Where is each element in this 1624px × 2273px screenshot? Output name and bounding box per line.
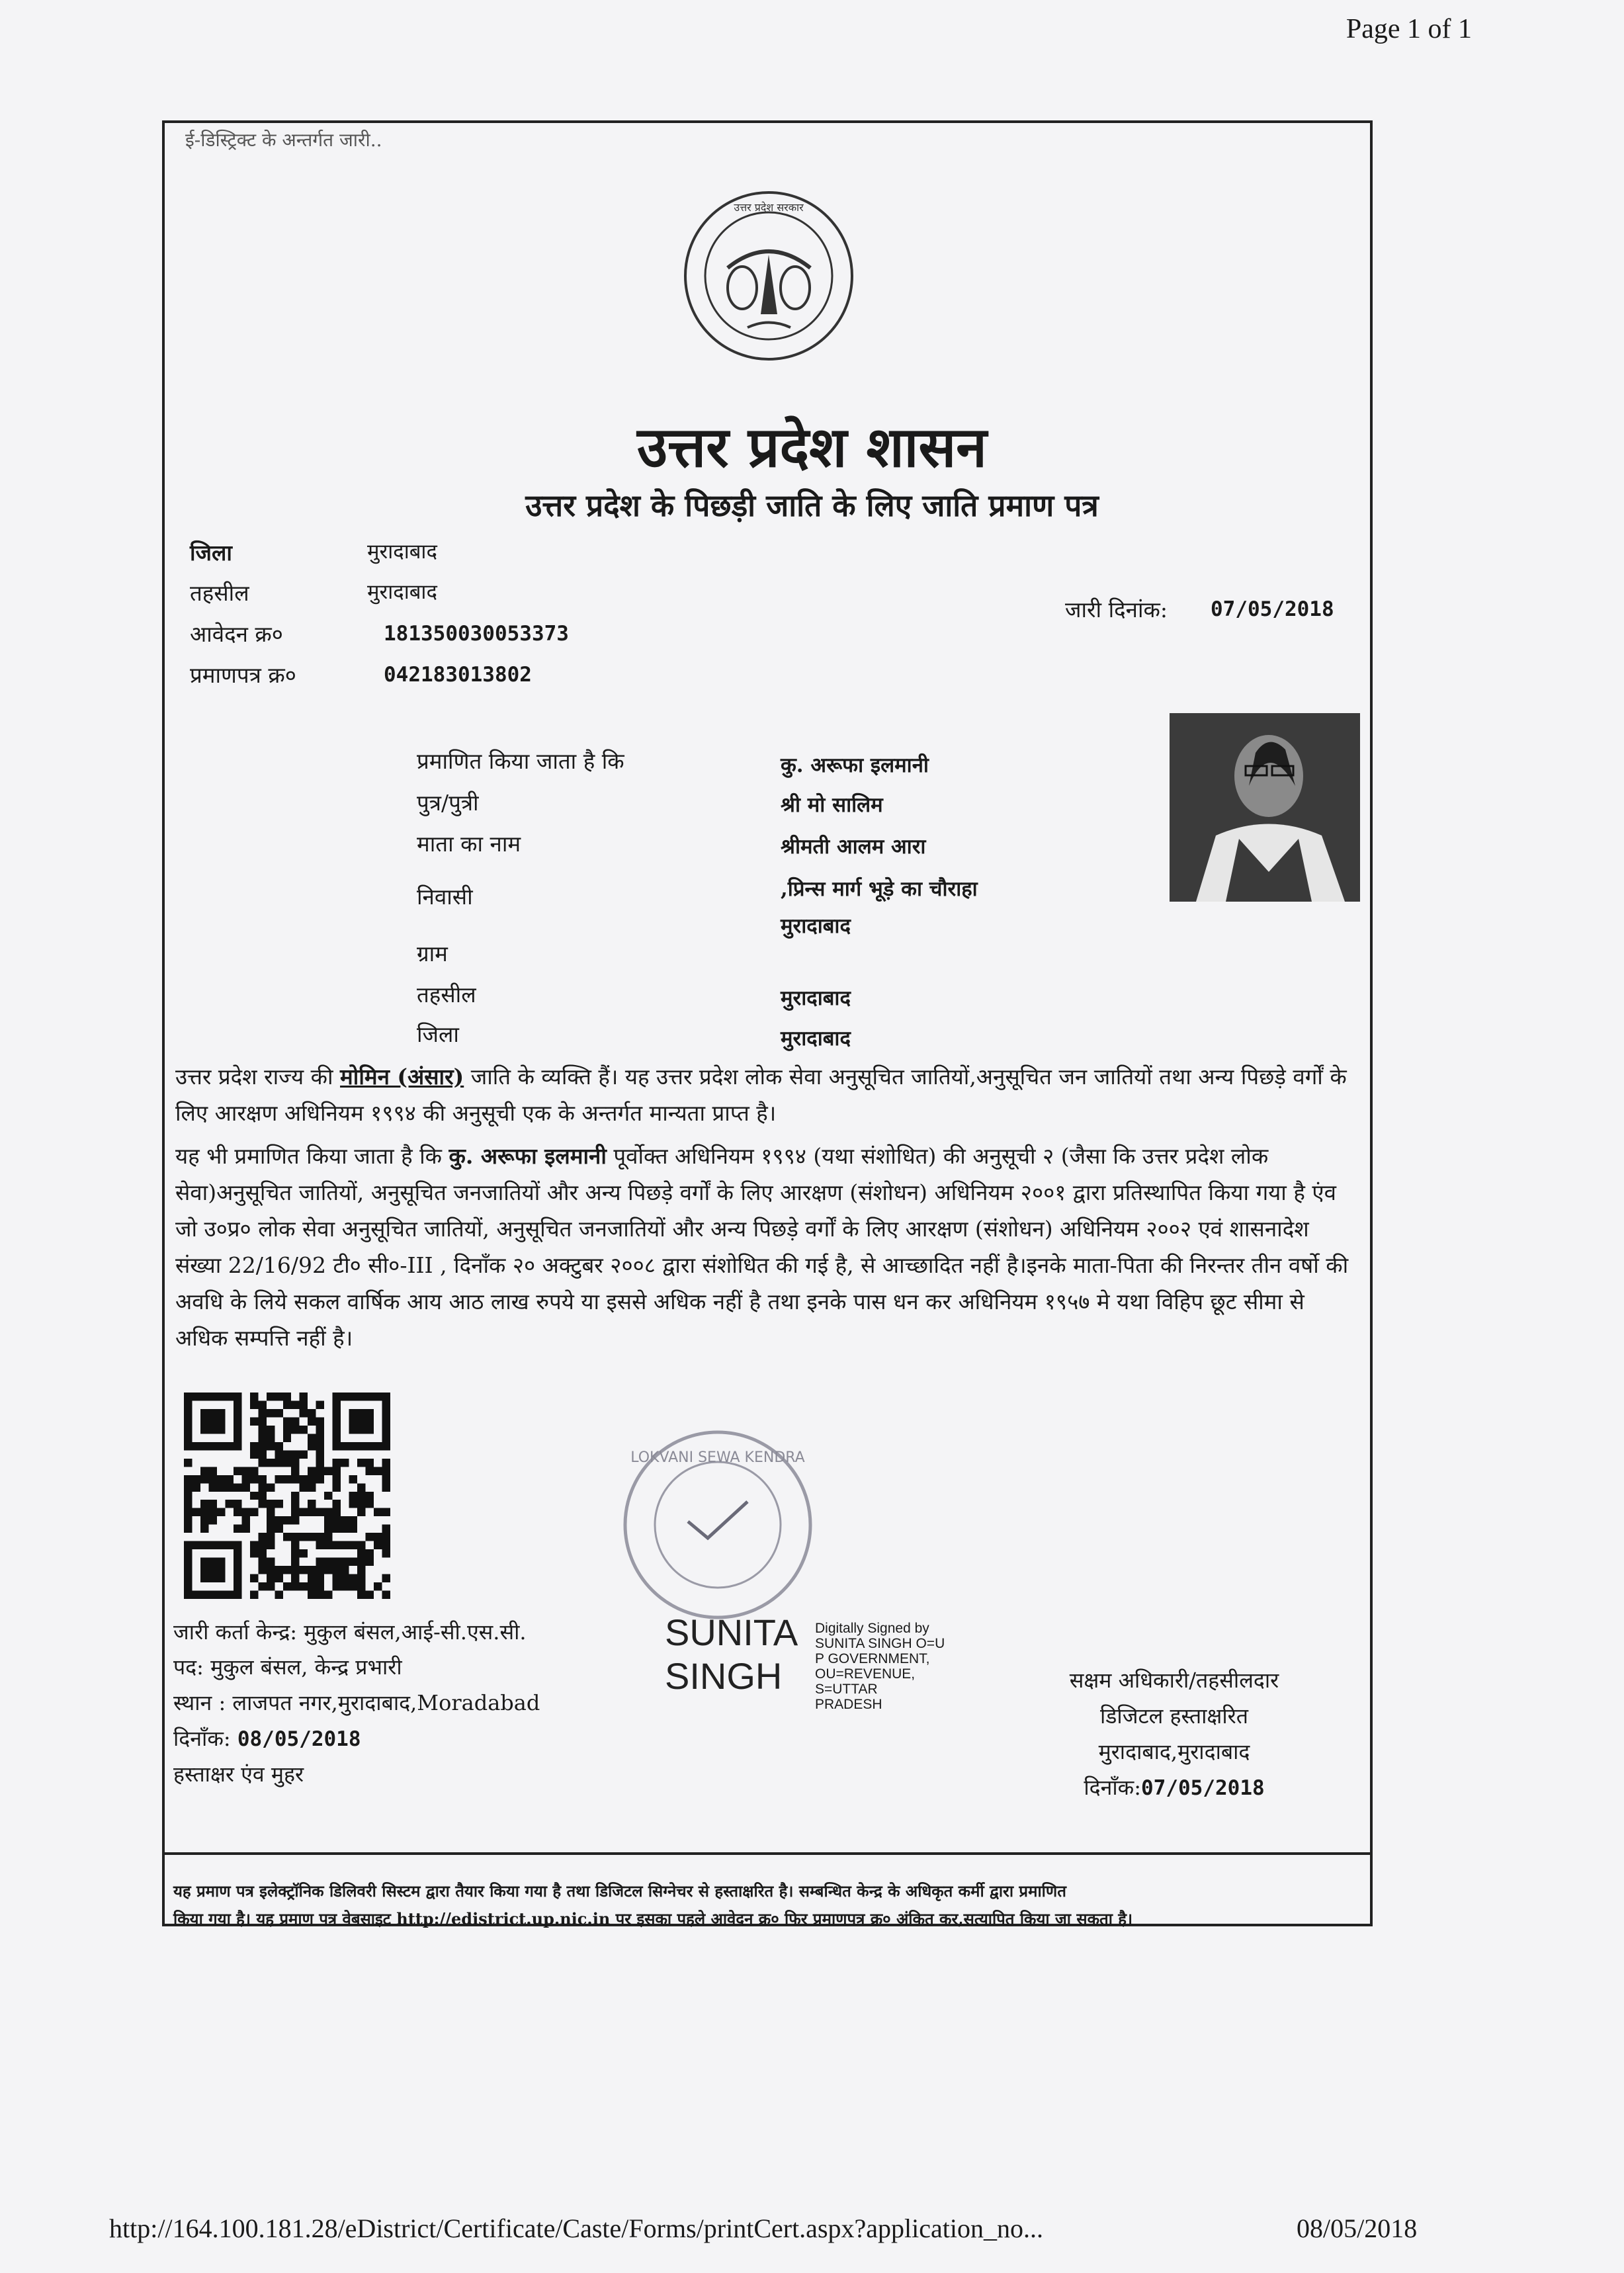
footer-divider	[162, 1852, 1373, 1855]
issuer-date-label: दिनाँक:	[173, 1726, 231, 1751]
caste-paragraph	[175, 1058, 1359, 1131]
page-number: Page 1 of 1	[1346, 14, 1472, 44]
certificate-title: उत्तर प्रदेश के पिछड़ी जाति के लिए जाति प्रमाण पत्र	[525, 488, 1099, 523]
lokvani-seal	[615, 1422, 820, 1627]
resident-address: ,प्रिन्स मार्ग भूड़े का चौराहा	[781, 877, 978, 901]
footer-note-line-1: यह प्रमाण पत्र इलेक्ट्रॉनिक डिलिवरी सिस्टम द्वारा तैयार किया गया है तथा डिजिटल सिग्नेचर से हस्ताक्षरित है। सम्बन्धित केन्द्र के अधिकृत कर्मी द्वारा प्रमाणित	[173, 1881, 1066, 1901]
issuer-post: पद: मुकुल बंसल, केन्द्र प्रभारी	[173, 1654, 402, 1680]
print-url: http://164.100.181.28/eDistrict/Certificate/Caste/Forms/printCert.aspx?application_no...	[109, 2213, 1043, 2243]
authority-date-value: 07/05/2018	[1141, 1776, 1265, 1800]
edistrict-note: ई-डिस्ट्रिक्ट के अन्तर्गत जारी..	[185, 129, 382, 151]
issuer-place: स्थान : लाजपत नगर,मुरादाबाद,Moradabad	[173, 1690, 540, 1715]
seal-text: LOKVANI SEWA KENDRA	[630, 1449, 805, 1466]
certified-label: प्रमाणित किया जाता है कि	[417, 748, 624, 774]
footer-note	[173, 1877, 1364, 1933]
meta-tehsil-value: मुरादाबाद	[367, 580, 437, 604]
signature-line-1: SUNITA	[665, 1611, 798, 1653]
cert-para-name: कु. अरूफा इलमानी	[449, 1143, 607, 1169]
government-title: उत्तर प्रदेश शासन	[637, 414, 987, 480]
mother-name: श्रीमती आलम आरा	[781, 835, 926, 859]
issuing-center: जारी कर्ता केन्द्र: मुकुल बंसल,आई-सी.एस.सी.	[173, 1619, 527, 1645]
authority-digital: डिजिटल हस्ताक्षरित	[1100, 1703, 1248, 1729]
certified-name: कु. अरूफा इलमानी	[781, 753, 929, 777]
father-name: श्री मो सालिम	[781, 793, 883, 817]
detail-district-value: मुरादाबाद	[781, 1027, 851, 1051]
resident-label: निवासी	[417, 884, 473, 910]
signature-line-2: SINGH	[665, 1655, 783, 1697]
mother-label: माता का नाम	[417, 831, 521, 857]
meta-district-label: जिला	[190, 540, 232, 566]
issue-date: 07/05/2018	[1211, 597, 1334, 621]
signature-and-stamp-label: हस्ताक्षर एंव मुहर	[173, 1762, 304, 1787]
signature-detail: P GOVERNMENT,	[815, 1651, 930, 1666]
authority-place: मुरादाबाद,मुरादाबाद	[1098, 1739, 1250, 1764]
digital-signature-details	[815, 1621, 987, 1712]
child-of-label: पुत्र/पुत्री	[417, 790, 479, 816]
detail-district-label: जिला	[417, 1021, 459, 1047]
resident-city: मुरादाबाद	[781, 914, 851, 938]
detail-tehsil-label: तहसील	[417, 982, 476, 1008]
application-number-label: आवेदन क्र०	[190, 621, 283, 647]
meta-district-value: मुरादाबाद	[367, 540, 437, 564]
digital-signature-name	[665, 1611, 798, 1698]
signature-detail: S=UTTAR	[815, 1682, 878, 1697]
footer-note-line-2: किया गया है। यह प्रमाण पत्र वेबसाइट http://edistrict.up.nic.in पर इसका पहले आवेदन क्र० फिर प्रमाणपत्र क्र० अंकित कर,सत्यापित किया जा सकता है।	[173, 1909, 1133, 1928]
caste-para-rest: जाति के व्यक्ति हैं। यह उत्तर प्रदेश लोक सेवा अनुसूचित जातियों,अनुसूचित जन जातियों तथा अन्य पिछड़े वर्गों के लिए आरक्षण अधिनियम १९९४ की अनुसूची एक के अन्तर्गत मान्यता प्राप्त है।	[175, 1064, 1347, 1126]
detail-tehsil-value: मुरादाबाद	[781, 986, 851, 1010]
certification-paragraph	[175, 1138, 1359, 1356]
emblem-text: उत्तर प्रदेश सरकार	[734, 201, 804, 214]
signature-detail: OU=REVENUE,	[815, 1666, 916, 1682]
up-government-emblem	[681, 189, 857, 364]
application-number: 181350030053373	[384, 622, 569, 646]
certificate-number-label: प्रमाणपत्र क्र०	[190, 662, 296, 688]
print-date: 08/05/2018	[1297, 2213, 1418, 2243]
meta-tehsil-label: तहसील	[190, 580, 249, 606]
issuer-date-value: 08/05/2018	[237, 1727, 361, 1751]
issue-date-label: जारी दिनांक:	[1065, 597, 1168, 622]
certificate-number: 042183013802	[384, 663, 532, 687]
caste-name: मोमिन (अंसार)	[340, 1064, 464, 1090]
applicant-photo	[1170, 713, 1360, 902]
village-label: ग्राम	[417, 941, 448, 966]
authority-title: सक्षम अधिकारी/तहसीलदार	[1069, 1668, 1279, 1693]
authority-date	[1002, 1773, 1346, 1801]
authority-date-label: दिनाँक:	[1084, 1775, 1142, 1800]
qr-code	[184, 1393, 390, 1599]
issuer-date	[173, 1724, 361, 1752]
signature-detail: Digitally Signed by	[815, 1621, 929, 1636]
cert-para-intro: यह भी प्रमाणित किया जाता है कि	[175, 1143, 449, 1169]
signature-detail: SUNITA SINGH O=U	[815, 1636, 945, 1651]
caste-para-intro: उत्तर प्रदेश राज्य की	[175, 1064, 341, 1090]
cert-para-rest: पूर्वोक्त अधिनियम १९९४ (यथा संशोधित) की अनुसूची २ (जैसा कि उत्तर प्रदेश लोक सेवा)अनुसूचित जातियों, अनुसूचित जनजातियों और अन्य पिछड़े वर्गों के लिए आरक्षण (संशोधन) अधिनियम २००१ द्वारा प्रतिस्थापित किया गया है एंव जो उ०प्र० लोक सेवा अनुसूचित जातियों, अनुसूचित जनजातियों और अन्य पिछड़े वर्गों के लिए आरक्षण (संशोधन) अधिनियम २००२ एवं शासनादेश संख्या 22/16/92 टी० सी०-III , दिनाँक २० अक्टुबर २००८ द्वारा संशोधित की गई है, से आच्छादित नहीं है।इनके माता-पिता की निरन्तर तीन वर्षो की अवधि के लिये सकल वार्षिक आय आठ लाख रुपये या इससे अधिक नहीं है तथा इनके पास धन कर अधिनियम १९५७ मे यथा विहिप छूट सीमा से अधिक सम्पत्ति नहीं है।	[175, 1143, 1349, 1351]
signature-detail: PRADESH	[815, 1697, 882, 1712]
